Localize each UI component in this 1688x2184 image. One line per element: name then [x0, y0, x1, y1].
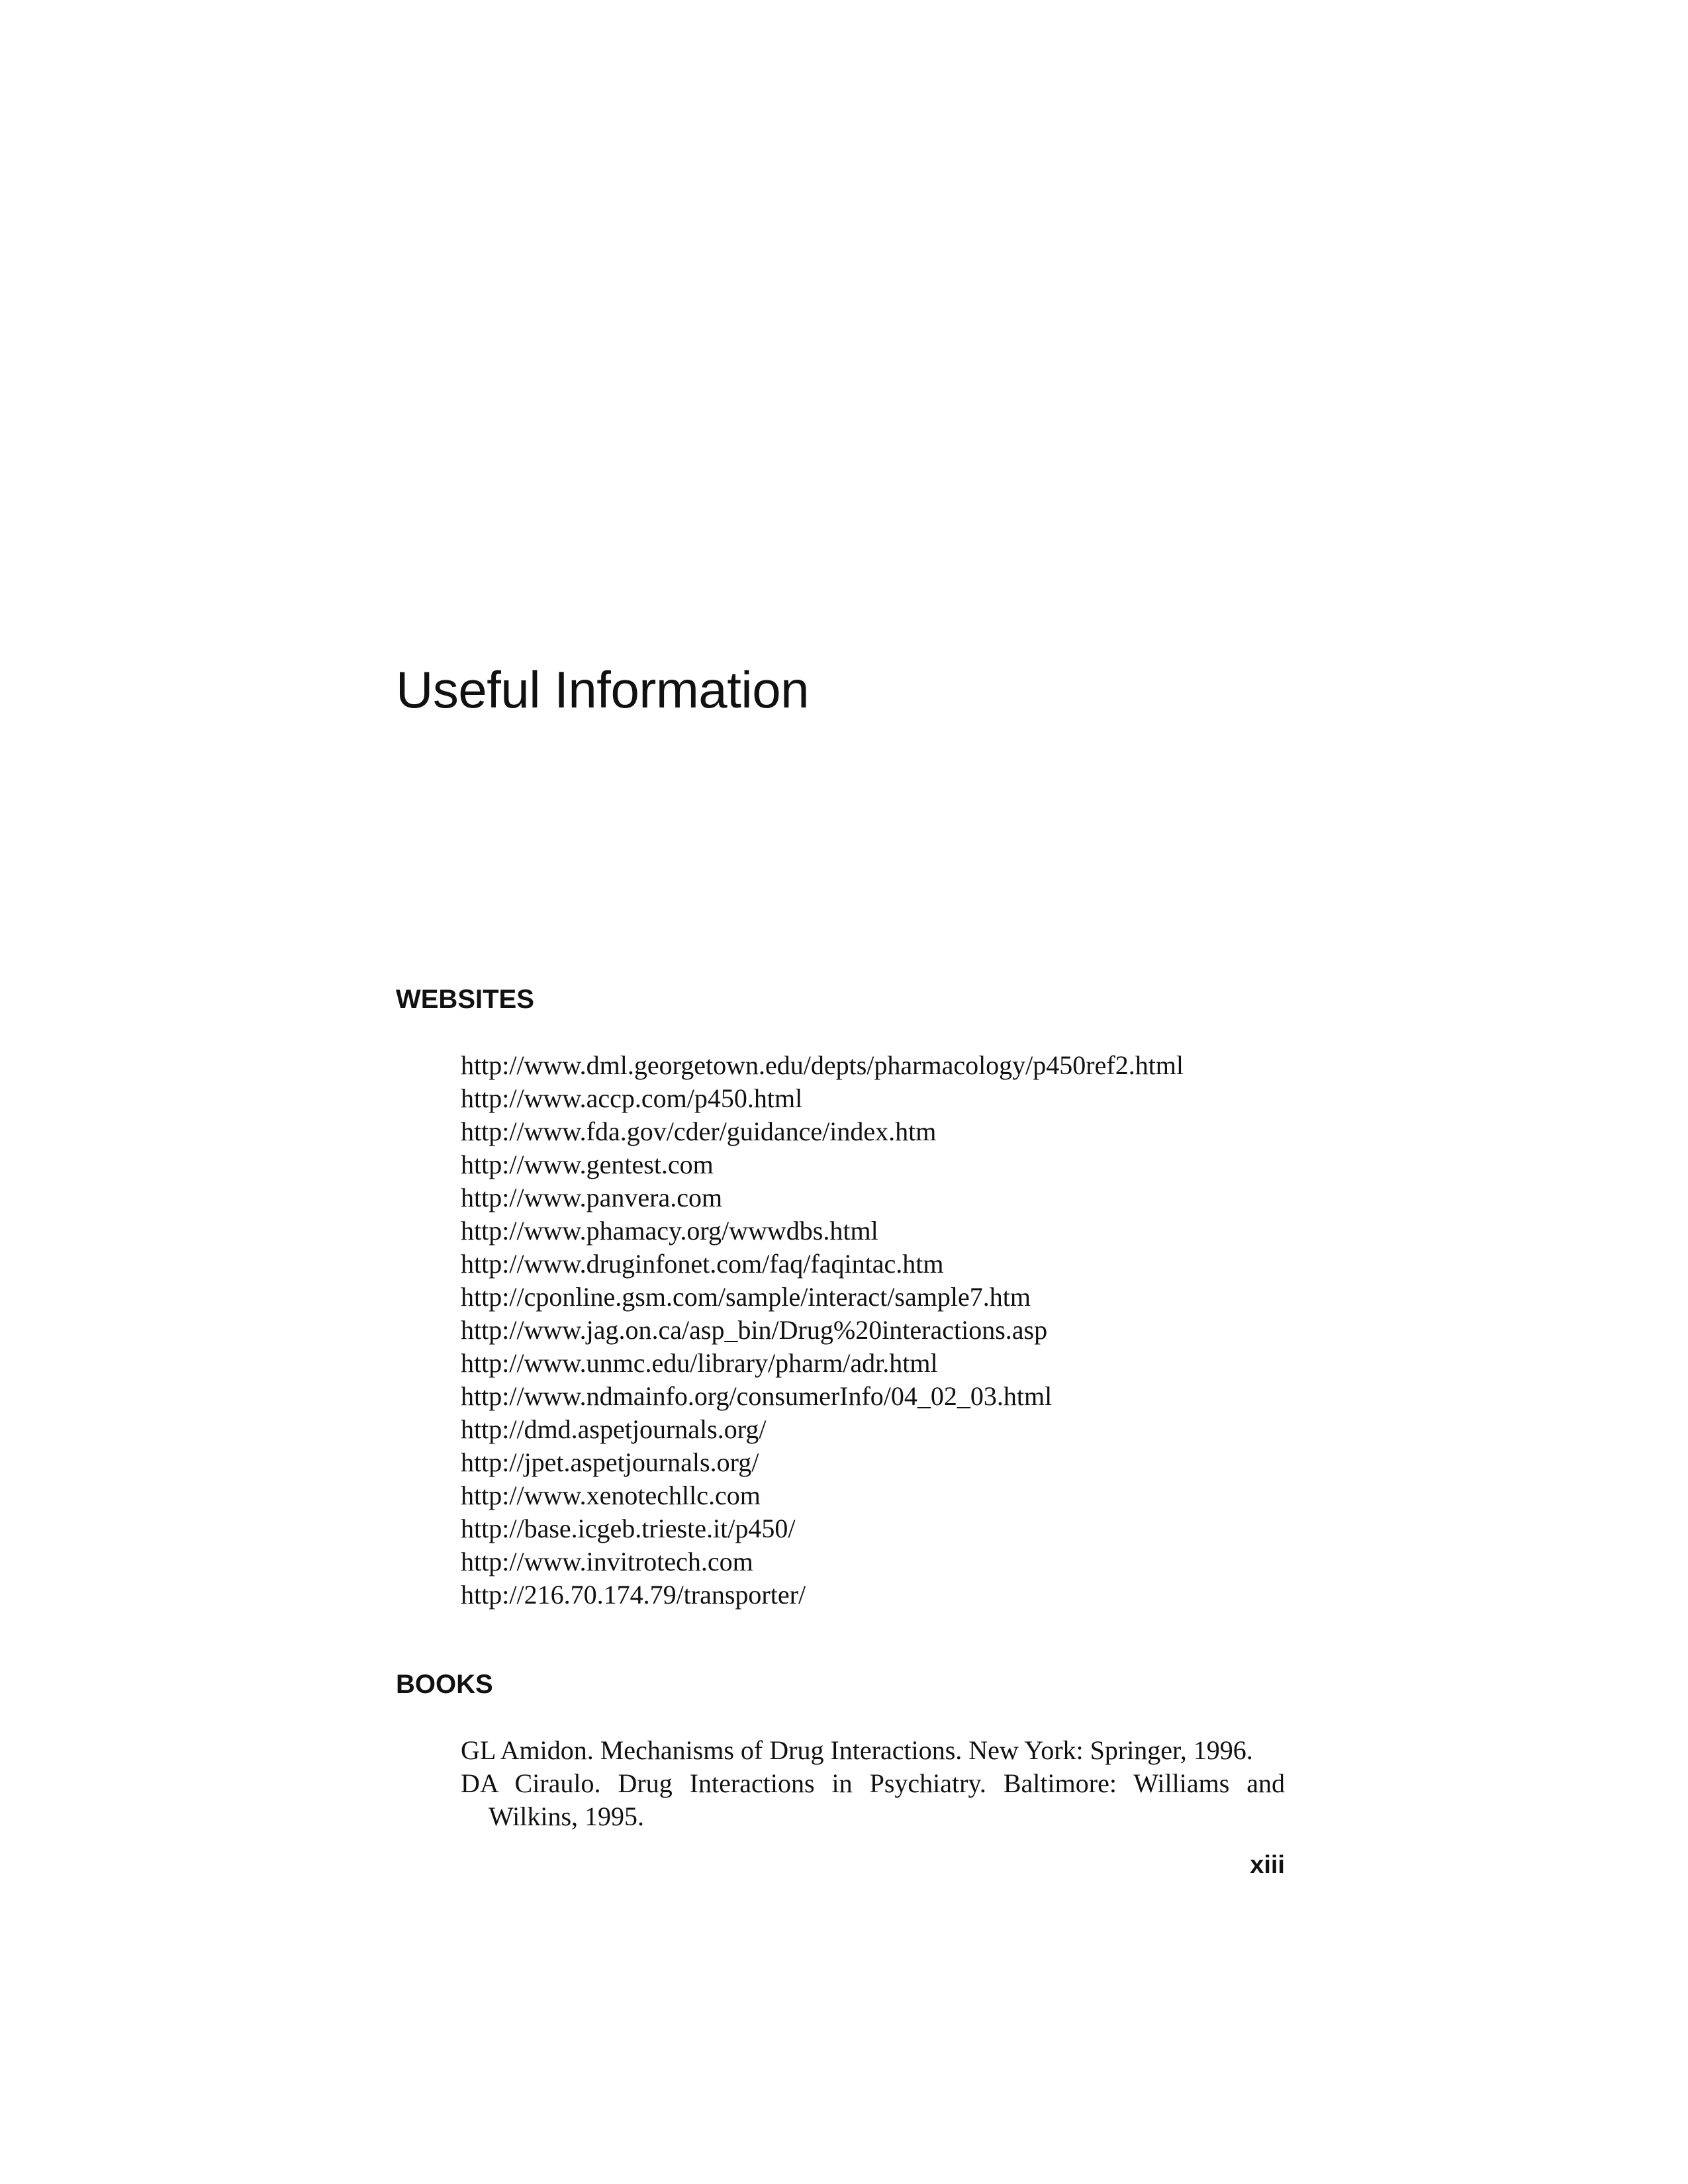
website-url[interactable]: http://www.ndmainfo.org/consumerInfo/04_02_03.html: [461, 1381, 1053, 1411]
website-url[interactable]: http://216.70.174.79/transporter/: [461, 1580, 806, 1610]
website-url[interactable]: http://www.dml.georgetown.edu/depts/pharmacology/p450ref2.html: [461, 1050, 1184, 1080]
website-url[interactable]: http://www.gentest.com: [461, 1150, 714, 1179]
website-url[interactable]: http://www.xenotechllc.com: [461, 1480, 761, 1510]
book-entry: GL Amidon. Mechanisms of Drug Interactions. New York: Springer, 1996.: [461, 1735, 1253, 1765]
website-url[interactable]: http://www.jag.on.ca/asp_bin/Drug%20interactions.asp: [461, 1315, 1048, 1345]
website-url[interactable]: http://www.accp.com/p450.html: [461, 1083, 803, 1113]
website-url[interactable]: http://dmd.aspetjournals.org/: [461, 1414, 767, 1444]
website-url[interactable]: http://www.unmc.edu/library/pharm/adr.html: [461, 1348, 938, 1378]
page-number: xiii: [1250, 1851, 1285, 1879]
website-url[interactable]: http://jpet.aspetjournals.org/: [461, 1447, 759, 1477]
book-entry: DA Ciraulo. Drug Interactions in Psychiatry. Baltimore: Williams and Wilkins, 1995.: [461, 1768, 1285, 1831]
books-heading: BOOKS: [396, 1670, 493, 1699]
website-url[interactable]: http://www.druginfonet.com/faq/faqintac.htm: [461, 1249, 944, 1279]
website-url[interactable]: http://base.icgeb.trieste.it/p450/: [461, 1514, 796, 1543]
website-url[interactable]: http://www.invitrotech.com: [461, 1547, 753, 1576]
books-list: [461, 1734, 1285, 1833]
websites-heading: WEBSITES: [396, 985, 534, 1014]
website-url[interactable]: http://www.phamacy.org/wwwdbs.html: [461, 1216, 878, 1246]
websites-list: [461, 1049, 1184, 1612]
page-title: Useful Information: [396, 660, 809, 719]
website-url[interactable]: http://www.panvera.com: [461, 1183, 723, 1212]
website-url[interactable]: http://cponline.gsm.com/sample/interact/sample7.htm: [461, 1282, 1031, 1312]
website-url[interactable]: http://www.fda.gov/cder/guidance/index.htm: [461, 1116, 937, 1146]
